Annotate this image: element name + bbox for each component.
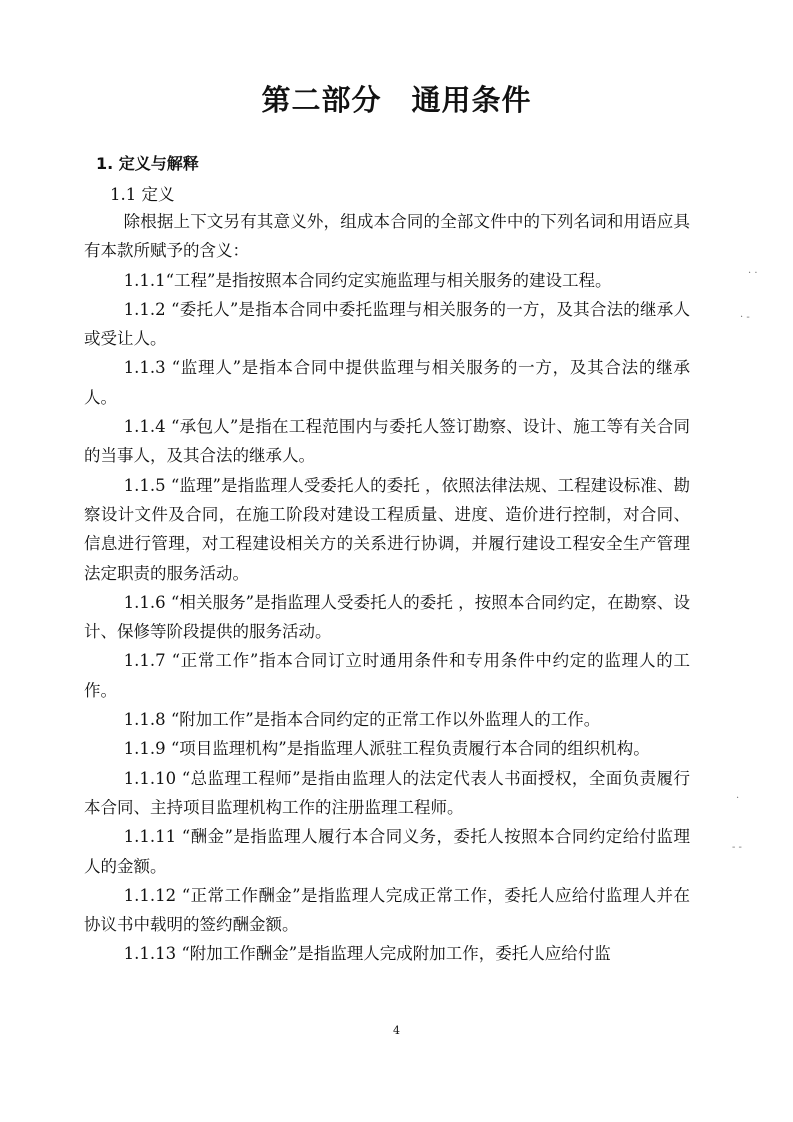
paragraph-1-1-4: 1.1.4 “承包人”是指在工程范围内与委托人签订勘察、设计、施工等有关合同的当事人，及其合法的继承人。 (84, 417, 690, 466)
paragraph-1-1-13: 1.1.13 “附加工作酬金”是指监理人完成附加工作，委托人应给付监 (123, 944, 611, 964)
scan-speck-mark: · (736, 793, 740, 804)
paragraph-1-1-8: 1.1.8 “附加工作”是指本合同约定的正常工作以外监理人的工作。 (123, 710, 601, 730)
body-text (84, 207, 690, 969)
paragraph-1-1-5: 1.1.5 “监理”是指监理人受委托人的委托 ，依照法律法规、工程建设标准、勘察设计文件及合同，在施工阶段对建设工程质量、进度、造价进行控制，对合同、信息进行管理，对工程建设相关方的关系进行协调，并履行建设工程安全生产管理法定职责的服务活动。 (84, 475, 690, 583)
paragraph-1-1-11: 1.1.11 “酬金”是指监理人履行本合同义务，委托人按照本合同约定给付监理人的金额。 (84, 827, 690, 876)
paragraph-1-1-3: 1.1.3 “监理人”是指本合同中提供监理与相关服务的一方，及其合法的继承人。 (84, 358, 690, 407)
scan-speck-mark: · - (740, 312, 750, 323)
page-number: 4 (393, 1024, 400, 1037)
paragraph-1-1-6: 1.1.6 “相关服务”是指监理人受委托人的委托 ，按照本合同约定，在勘察、设计、保修等阶段提供的服务活动。 (84, 592, 690, 642)
paragraph-1-1-7: 1.1.7 “正常工作”指本合同订立时通用条件和专用条件中约定的监理人的工作。 (84, 651, 690, 700)
scan-speck-mark: - - (732, 842, 742, 853)
paragraph-1-1-2: 1.1.2 “委托人”是指本合同中委托监理与相关服务的一方，及其合法的继承人或受让人。 (84, 299, 690, 349)
scan-speck-mark: · · (748, 268, 758, 279)
page-title: 第二部分 通用条件 (261, 83, 532, 117)
paragraph-1-1-1: 1.1.1“工程”是指按照本合同约定实施监理与相关服务的建设工程。 (123, 270, 612, 290)
paragraph-1-1-12: 1.1.12 “正常工作酬金”是指监理人完成正常工作，委托人应给付监理人并在协议书中载明的签约酬金额。 (84, 885, 690, 935)
paragraph-1-1-10: 1.1.10 “总监理工程师”是指由监理人的法定代表人书面授权，全面负责履行本合同、主持项目监理机构工作的注册监理工程师。 (84, 768, 690, 817)
subsection-heading: 1.1 定义 (110, 185, 175, 204)
paragraph-intro: 除根据上下文另有其意义外，组成本合同的全部文件中的下列名词和用语应具有本款所赋予的含义： (84, 212, 690, 261)
paragraph-1-1-9: 1.1.9 “项目监理机构”是指监理人派驻工程负责履行本合同的组织机构。 (123, 739, 650, 759)
section-heading: 1. 定义与解释 (96, 154, 199, 173)
